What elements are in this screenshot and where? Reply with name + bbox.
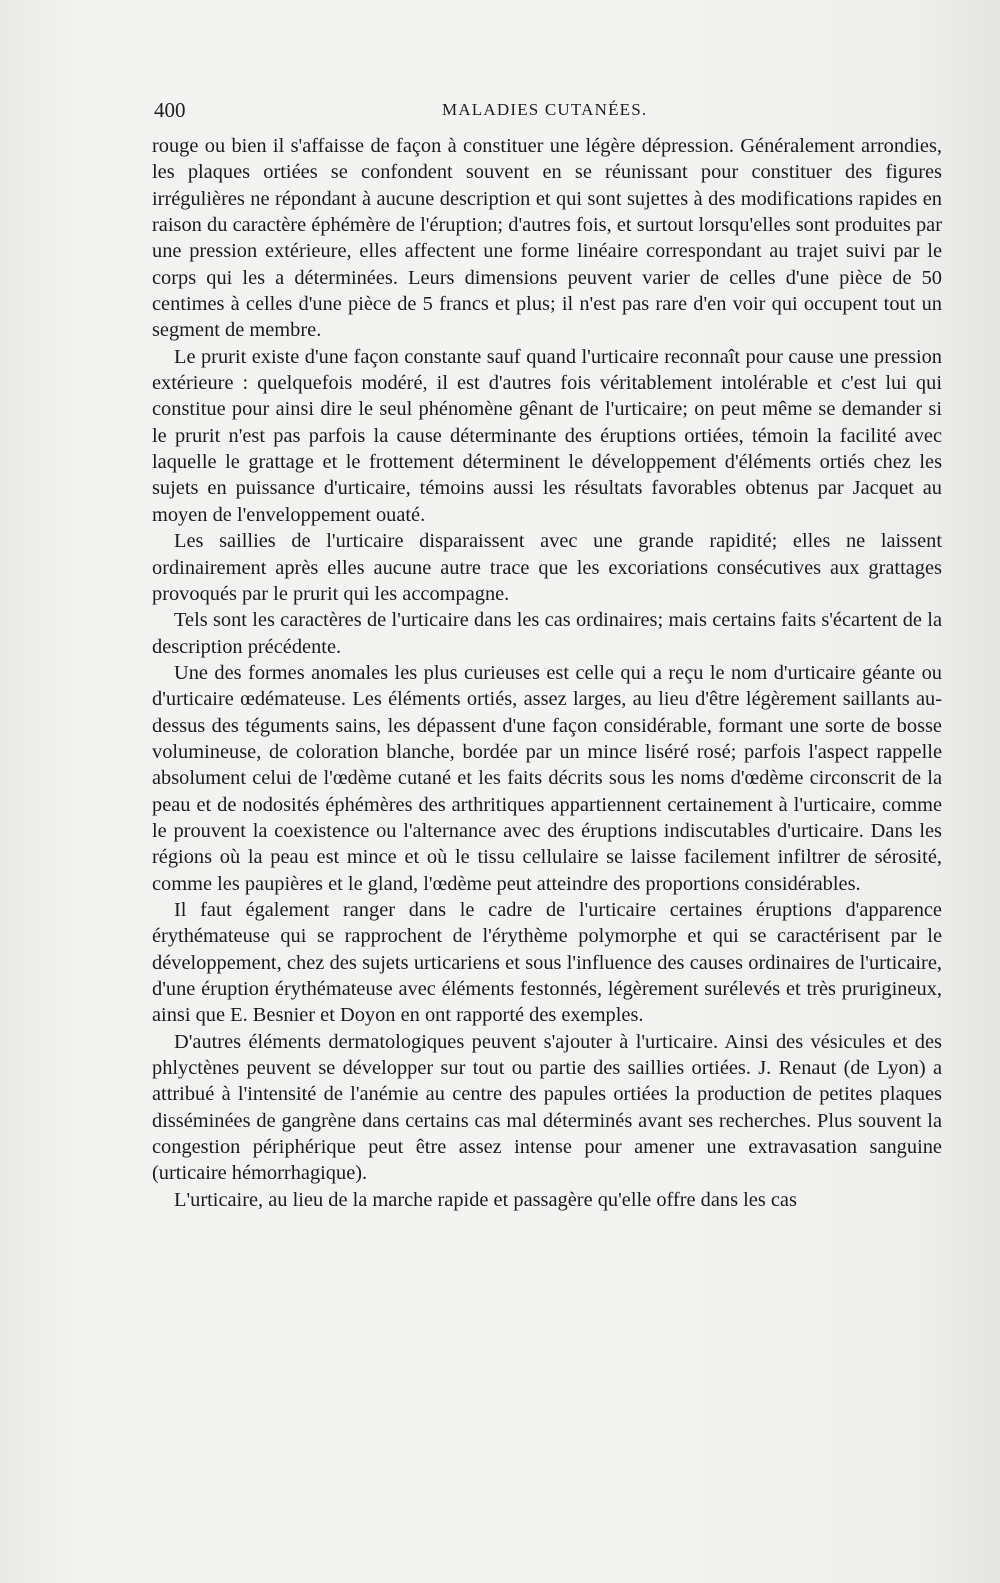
running-title: MALADIES CUTANÉES. [442,100,648,119]
paragraph-caracteres: Tels sont les caractères de l'urticaire dans les cas ordinaires; mais certains faits s'écartent de la description précédente. [152,609,942,658]
body-text [152,133,942,1213]
paragraph-elements-dermatologiques: D'autres éléments dermatologiques peuvent s'ajouter à l'urticaire. Ainsi des vésicules et des phlyctènes peuvent se développer sur tout ou partie des saillies ortiées. J. Renaut (de Lyon) a attribué à l'intensité de l'anémie au centre des papules ortiées la production de petites plaques disséminées de gangrène dans certains cas mal déterminés avant ses recherches. Plus souvent la congestion périphérique peut être assez intense pour amener une extravasation sanguine (urticaire hémorrhagique). [152,1030,942,1185]
paragraph-marche: L'urticaire, au lieu de la marche rapide et passagère qu'elle offre dans les cas [174,1188,797,1211]
paragraph-urticaire-geante: Une des formes anomales les plus curieuses est celle qui a reçu le nom d'urticaire géante ou d'urticaire œdémateuse. Les éléments ortiés, assez larges, au lieu d'être légèrement saillants au-dessus des téguments sains, les dépassent d'une façon considérable, formant une sorte de bosse volumineuse, de coloration blanche, bordée par un mince liséré rosé; parfois l'aspect rappelle absolument celui de l'œdème cutané et les faits décrits sous les noms d'œdème circonscrit de la peau et de nodosités éphémères des arthritiques appartiennent certainement à l'urticaire, comme le prouvent la coexistence ou l'alternance avec des éruptions indiscutables d'urticaire. Dans les régions où la peau est mince et où le tissu cellulaire se laisse facilement infiltrer de sérosité, comme les paupières et le gland, l'œdème peut atteindre des proportions considérables. [152,661,942,895]
page-header [154,98,814,128]
paragraph-saillies: Les saillies de l'urticaire disparaissent avec une grande rapidité; elles ne laissent ordinairement après elles aucune autre trace que les excoriations consécutives aux grattages provoqués par le prurit qui les accompagne. [152,530,942,605]
paragraph-continuation: rouge ou bien il s'affaisse de façon à constituer une légère dépression. Généralement arrondies, les plaques ortiées se confondent souvent en se réunissant pour constituer des figures irrégulières ne répondant à aucune description et qui sont sujettes à des modifications rapides en raison du caractère éphémère de l'éruption; d'autres fois, et surtout lorsqu'elles sont produites par une pression extérieure, elles affectent une forme linéaire correspondant au trajet suivi par le corps qui les a déterminées. Leurs dimensions peuvent varier de celles d'une pièce de 50 centimes à celles d'une pièce de 5 francs et plus; il n'est pas rare d'en voir qui occupent tout un segment de membre. [152,135,942,342]
paragraph-prurit: Le prurit existe d'une façon constante sauf quand l'urticaire reconnaît pour cause une pression extérieure : quelquefois modéré, il est d'autres fois véritablement intolérable et c'est lui qui constitue pour ainsi dire le seul phénomène gênant de l'urticaire; on peut même se demander si le prurit n'est pas parfois la cause déterminante des éruptions ortiées, témoin la facilité avec laquelle le grattage et le frottement déterminent le développement d'éléments ortiés chez les sujets en puissance d'urticaire, témoins aussi les résultats favorables obtenus par Jacquet au moyen de l'enveloppement ouaté. [152,345,942,526]
paragraph-eruptions-erythemateuses: Il faut également ranger dans le cadre de l'urticaire certaines éruptions d'apparence érythémateuse qui se rapprochent de l'érythème polymorphe et qui se caractérisent par le développement, chez des sujets urticariens et sous l'influence des causes ordinaires de l'urticaire, d'une éruption érythémateuse avec éléments festonnés, légèrement surélevés et très prurigineux, ainsi que E. Besnier et Doyon en ont rapporté des exemples. [152,898,942,1027]
page-number: 400 [154,98,186,122]
